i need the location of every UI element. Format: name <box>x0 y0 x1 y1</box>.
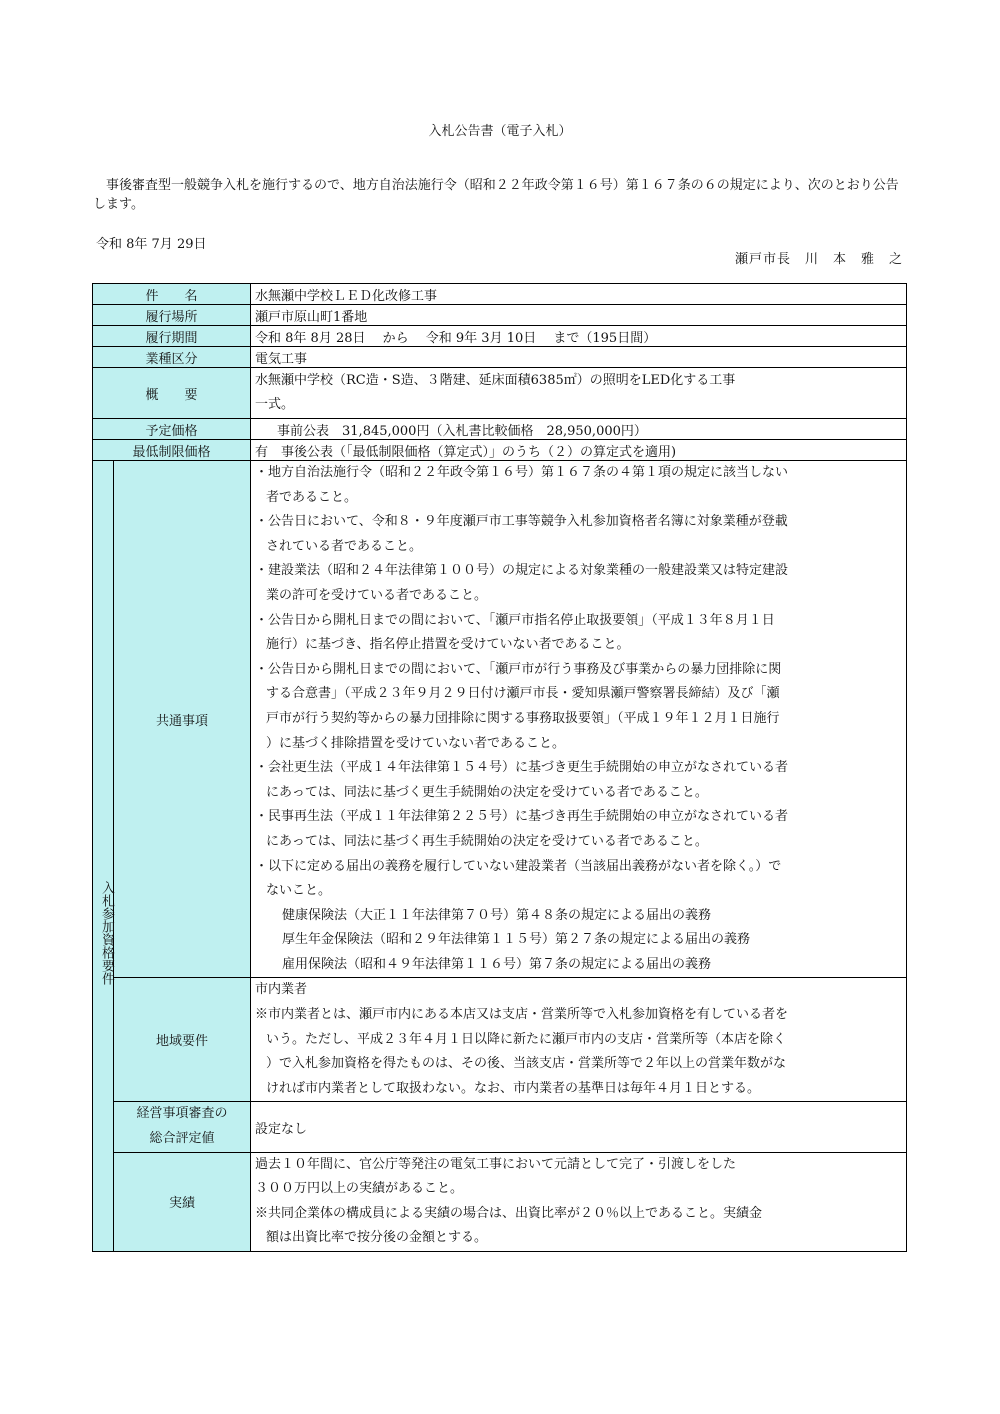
common-line: 厚生年金保険法（昭和２９年法律第１１５号）第２７条の規定による届出の義務 <box>282 932 751 948</box>
value-place: 瀬戸市原山町1番地 <box>251 305 907 326</box>
value-common <box>251 461 907 978</box>
row-record <box>93 1152 907 1251</box>
record-line: ※共同企業体の構成員による実績の場合は、出資比率が２０％以上であること。実績金 <box>255 1205 763 1221</box>
label-common: 共通事項 <box>114 461 251 978</box>
eval-label-line-2: 総合評定値 <box>149 1131 215 1147</box>
row-summary <box>93 368 907 419</box>
label-record: 実績 <box>114 1152 251 1251</box>
label-region: 地域要件 <box>114 978 251 1102</box>
common-line: にあっては、同法に基づく更生手続開始の決定を受けている者であること。 <box>266 784 708 800</box>
label-min-price: 最低制限価格 <box>93 440 251 461</box>
row-common <box>93 461 907 978</box>
label-eval <box>114 1102 251 1152</box>
row-category <box>93 347 907 368</box>
common-line: 施行）に基づき、指名停止措置を受けていない者であること。 <box>266 637 630 653</box>
common-line: 雇用保険法（昭和４９年法律第１１６号）第７条の規定による届出の義務 <box>282 956 712 972</box>
record-line: 過去１０年間に、官公庁等発注の電気工事において元請として完了・引渡しをした <box>255 1156 737 1172</box>
region-line: ※市内業者とは、瀬戸市内にある本店又は支店・営業所等で入札参加資格を有している者を <box>255 1007 789 1023</box>
label-name: 件 名 <box>93 284 251 305</box>
label-summary: 概 要 <box>93 368 251 419</box>
row-period <box>93 326 907 347</box>
value-period: 令和 8年 8月 28日 から 令和 9年 3月 10日 まで（195日間） <box>251 326 907 347</box>
value-name: 水無瀬中学校ＬＥＤ化改修工事 <box>251 284 907 305</box>
value-eval: 設定なし <box>251 1102 907 1152</box>
common-line: ・建設業法（昭和２４年法律第１００号）の規定による対象業種の一般建設業又は特定建設 <box>255 563 789 579</box>
notice-date: 令和 8年 7月 29日 <box>96 237 207 252</box>
row-place <box>93 305 907 326</box>
label-price: 予定価格 <box>93 419 251 440</box>
summary-line-2: 一式。 <box>255 397 295 412</box>
value-min-price: 有 事後公表（「最低制限価格（算定式）」のうち（２）の算定式を適用) <box>251 440 907 461</box>
common-line: 戸市が行う契約等からの暴力団排除に関する事務取扱要領」（平成１９年１２月１日施行 <box>266 710 780 726</box>
region-line: ）で入札参加資格を得たものは、その後、当該支店・営業所等で２年以上の営業年数がな <box>266 1056 787 1072</box>
row-eval <box>93 1102 907 1152</box>
label-qualification-group <box>93 461 114 1252</box>
intro-paragraph: 事後審査型一般競争入札を施行するので、地方自治法施行令（昭和２２年政令第１６号）第１６７条の６の規定により、次のとおり公告します。 <box>93 178 899 212</box>
common-line: ・会社更生法（平成１４年法律第１５４号）に基づき更生手続開始の申立がなされている者 <box>255 760 789 776</box>
label-place: 履行場所 <box>93 305 251 326</box>
common-line: ・以下に定める届出の義務を履行していない建設業者（当該届出義務がない者を除く。）で <box>255 858 782 874</box>
common-line: されている者であること。 <box>266 538 423 554</box>
common-line: 者であること。 <box>266 489 358 505</box>
common-line: ないこと。 <box>266 883 332 899</box>
row-price <box>93 419 907 440</box>
value-region <box>251 978 907 1102</box>
value-category: 電気工事 <box>251 347 907 368</box>
row-min-price <box>93 440 907 461</box>
value-summary <box>251 368 907 419</box>
record-line: ３００万円以上の実績があること。 <box>255 1181 464 1197</box>
common-line: にあっては、同法に基づく再生手続開始の決定を受けている者であること。 <box>266 833 708 849</box>
value-record <box>251 1152 907 1251</box>
label-period: 履行期間 <box>93 326 251 347</box>
common-line: ・民事再生法（平成１１年法律第２２５号）に基づき再生手続開始の申立がなされている者 <box>255 809 789 825</box>
common-line: 業の許可を受けている者であること。 <box>266 587 488 603</box>
common-line: 健康保険法（大正１１年法律第７０号）第４８条の規定による届出の義務 <box>282 907 712 923</box>
value-price: 事前公表 31,845,000円（入札書比較価格 28,950,000円） <box>251 419 907 440</box>
row-region <box>93 978 907 1102</box>
bid-notice-table <box>92 283 907 1252</box>
document-title: 入札公告書（電子入札） <box>428 124 572 139</box>
eval-label-line-1: 経営事項審査の <box>136 1106 228 1122</box>
region-line: 市内業者 <box>255 982 308 998</box>
common-line: ・公告日において、令和８・９年度瀬戸市工事等競争入札参加資格者名簿に対象業種が登載 <box>255 514 788 530</box>
common-line: ・公告日から開札日までの間において、「瀬戸市が行う事務及び事業からの暴力団排除に関 <box>255 661 782 677</box>
region-line: いう。ただし、平成２３年４月１日以降に新たに瀬戸市内の支店・営業所等（本店を除く <box>266 1031 787 1047</box>
record-line: 額は出資比率で按分後の金額とする。 <box>266 1230 488 1246</box>
issuer-name: 瀬戸市長 川 本 雅 之 <box>734 252 903 267</box>
row-name <box>93 284 907 305</box>
common-line: ）に基づく排除措置を受けていない者であること。 <box>266 735 566 751</box>
summary-line-1: 水無瀬中学校（RC造・S造、３階建、延床面積6385㎡）の照明をLED化する工事 <box>255 373 736 388</box>
label-category: 業種区分 <box>93 347 251 368</box>
common-line: ・地方自治法施行令（昭和２２年政令第１６号）第１６７条の４第１項の規定に該当しない <box>255 465 789 480</box>
region-line: ければ市内業者として取扱わない。なお、市内業者の基準日は毎年４月１日とする。 <box>266 1080 761 1096</box>
qualification-group-text: 入札参加資格要件 <box>99 881 114 985</box>
common-line: ・公告日から開札日までの間において、「瀬戸市指名停止取扱要領」（平成１３年８月１日 <box>255 612 775 628</box>
common-line: する合意書」（平成２３年９月２９日付け瀬戸市長・愛知県瀬戸警察署長締結）及び「瀬 <box>266 686 780 702</box>
